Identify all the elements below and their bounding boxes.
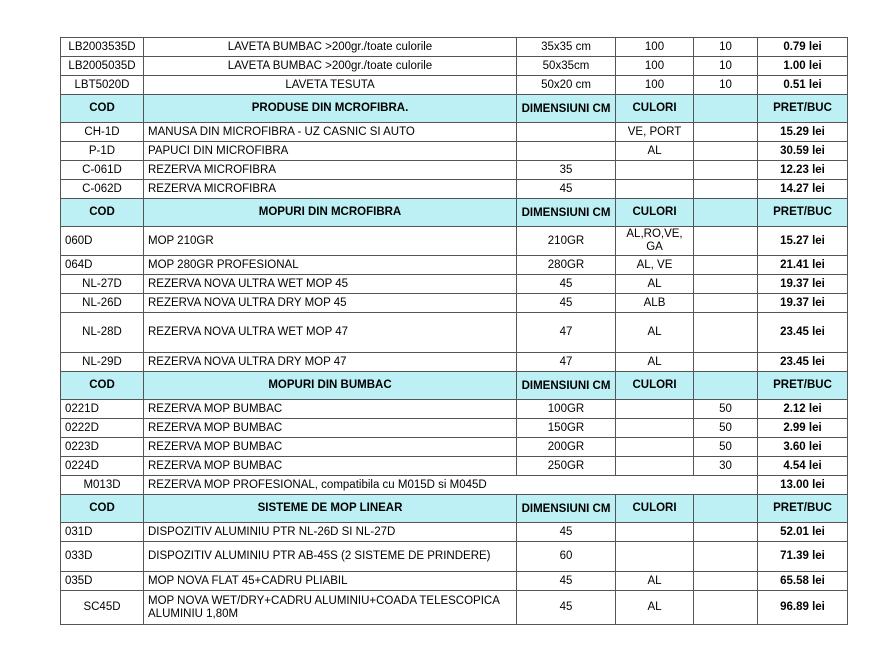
table-row [61, 572, 848, 591]
cell-pret: 12.23 lei [758, 161, 848, 180]
cell-dimensiuni [517, 123, 616, 142]
header-pret: PRET/BUC [758, 495, 848, 523]
cell-cod: M013D [61, 476, 144, 495]
cell-descriere: MOP NOVA FLAT 45+CADRU PLIABIL [144, 572, 517, 591]
table-row [61, 438, 848, 457]
header-culori: CULORI [616, 495, 694, 523]
table-row [61, 142, 848, 161]
cell-dimensiuni: 200GR [517, 438, 616, 457]
cell-pret: 19.37 lei [758, 275, 848, 294]
table-row [61, 523, 848, 542]
cell-cod: 031D [61, 523, 144, 542]
cell-bucati: 50 [694, 438, 758, 457]
cell-pret: 23.45 lei [758, 313, 848, 353]
cell-pret: 19.37 lei [758, 294, 848, 313]
cell-dimensiuni: 45 [517, 294, 616, 313]
cell-cod: LB2005035D [61, 57, 144, 76]
cell-descriere: REZERVA MOP PROFESIONAL, compatibila cu M015D si M045D [144, 476, 758, 495]
cell-bucati: 50 [694, 400, 758, 419]
cell-descriere: LAVETA TESUTA [144, 76, 517, 95]
cell-culori: 100 [616, 57, 694, 76]
cell-culori: AL [616, 353, 694, 372]
cell-culori: ALB [616, 294, 694, 313]
cell-pret: 0.51 lei [758, 76, 848, 95]
table-row [61, 353, 848, 372]
cell-descriere: DISPOZITIV ALUMINIU PTR AB-45S (2 SISTEME DE PRINDERE) [144, 542, 517, 572]
header-culori: CULORI [616, 95, 694, 123]
cell-culori: 100 [616, 76, 694, 95]
cell-cod: 035D [61, 572, 144, 591]
header-culori: CULORI [616, 199, 694, 227]
cell-cod: LB2003535D [61, 38, 144, 57]
cell-culori [616, 457, 694, 476]
cell-pret: 71.39 lei [758, 542, 848, 572]
cell-culori [616, 419, 694, 438]
cell-dimensiuni: 150GR [517, 419, 616, 438]
section-header-row [61, 372, 848, 400]
header-cod: COD [61, 495, 144, 523]
cell-dimensiuni: 45 [517, 572, 616, 591]
cell-pret: 15.27 lei [758, 227, 848, 256]
cell-culori [616, 438, 694, 457]
cell-dimensiuni [517, 142, 616, 161]
table-row [61, 123, 848, 142]
cell-dimensiuni: 45 [517, 180, 616, 199]
cell-dimensiuni: 35 [517, 161, 616, 180]
cell-dimensiuni: 45 [517, 523, 616, 542]
section-header-row [61, 95, 848, 123]
cell-bucati: 30 [694, 457, 758, 476]
cell-cod: C-061D [61, 161, 144, 180]
header-bucati [694, 372, 758, 400]
cell-descriere: REZERVA MICROFIBRA [144, 161, 517, 180]
section-title: MOPURI DIN MCROFIBRA [144, 199, 517, 227]
cell-culori [616, 161, 694, 180]
header-pret: PRET/BUC [758, 95, 848, 123]
cell-culori: AL [616, 142, 694, 161]
section-title: MOPURI DIN BUMBAC [144, 372, 517, 400]
cell-cod: 0222D [61, 419, 144, 438]
cell-pret: 13.00 lei [758, 476, 848, 495]
cell-bucati [694, 294, 758, 313]
cell-culori: AL [616, 313, 694, 353]
cell-pret: 14.27 lei [758, 180, 848, 199]
cell-cod: 064D [61, 256, 144, 275]
cell-dimensiuni: 60 [517, 542, 616, 572]
cell-dimensiuni: 35x35 cm [517, 38, 616, 57]
cell-bucati: 50 [694, 419, 758, 438]
header-pret: PRET/BUC [758, 372, 848, 400]
price-list-body [61, 38, 848, 625]
table-row [61, 294, 848, 313]
cell-bucati [694, 123, 758, 142]
cell-pret: 2.12 lei [758, 400, 848, 419]
cell-pret: 52.01 lei [758, 523, 848, 542]
cell-cod: 0224D [61, 457, 144, 476]
cell-descriere: REZERVA MOP BUMBAC [144, 438, 517, 457]
cell-descriere: MOP NOVA WET/DRY+CADRU ALUMINIU+COADA TELESCOPICA ALUMINIU 1,80M [144, 591, 517, 625]
cell-dimensiuni: 250GR [517, 457, 616, 476]
header-cod: COD [61, 372, 144, 400]
cell-culori: AL, VE [616, 256, 694, 275]
cell-cod: NL-29D [61, 353, 144, 372]
header-bucati [694, 199, 758, 227]
header-dimensiuni: DIMENSIUNI CM [517, 95, 616, 123]
cell-dimensiuni: 100GR [517, 400, 616, 419]
cell-pret: 65.58 lei [758, 572, 848, 591]
cell-pret: 15.29 lei [758, 123, 848, 142]
cell-cod: P-1D [61, 142, 144, 161]
cell-bucati: 10 [694, 57, 758, 76]
cell-bucati [694, 161, 758, 180]
cell-culori: 100 [616, 38, 694, 57]
cell-descriere: MANUSA DIN MICROFIBRA - UZ CASNIC SI AUTO [144, 123, 517, 142]
section-title: PRODUSE DIN MCROFIBRA. [144, 95, 517, 123]
table-row [61, 180, 848, 199]
cell-descriere: REZERVA MOP BUMBAC [144, 419, 517, 438]
cell-cod: 0223D [61, 438, 144, 457]
header-cod: COD [61, 95, 144, 123]
table-row [61, 256, 848, 275]
table-row [61, 76, 848, 95]
cell-culori: VE, PORT [616, 123, 694, 142]
cell-culori [616, 180, 694, 199]
cell-dimensiuni: 47 [517, 313, 616, 353]
header-dimensiuni: DIMENSIUNI CM [517, 495, 616, 523]
cell-pret: 3.60 lei [758, 438, 848, 457]
header-cod: COD [61, 199, 144, 227]
cell-bucati [694, 180, 758, 199]
header-culori: CULORI [616, 372, 694, 400]
cell-bucati: 10 [694, 38, 758, 57]
cell-dimensiuni: 45 [517, 591, 616, 625]
cell-descriere: REZERVA MOP BUMBAC [144, 457, 517, 476]
table-row [61, 275, 848, 294]
cell-bucati [694, 572, 758, 591]
cell-descriere: PAPUCI DIN MICROFIBRA [144, 142, 517, 161]
table-row [61, 57, 848, 76]
cell-culori: AL [616, 591, 694, 625]
cell-culori [616, 542, 694, 572]
table-row [61, 161, 848, 180]
cell-cod: NL-27D [61, 275, 144, 294]
cell-descriere: MOP 210GR [144, 227, 517, 256]
cell-dimensiuni: 280GR [517, 256, 616, 275]
cell-cod: 033D [61, 542, 144, 572]
cell-culori [616, 523, 694, 542]
cell-bucati: 10 [694, 76, 758, 95]
cell-cod: C-062D [61, 180, 144, 199]
table-row [61, 38, 848, 57]
cell-culori [616, 400, 694, 419]
cell-descriere: REZERVA NOVA ULTRA WET MOP 47 [144, 313, 517, 353]
cell-bucati [694, 275, 758, 294]
cell-culori: AL,RO,VE, GA [616, 227, 694, 256]
cell-bucati [694, 227, 758, 256]
cell-pret: 4.54 lei [758, 457, 848, 476]
section-title: SISTEME DE MOP LINEAR [144, 495, 517, 523]
header-bucati [694, 95, 758, 123]
header-pret: PRET/BUC [758, 199, 848, 227]
header-dimensiuni: DIMENSIUNI CM [517, 372, 616, 400]
section-header-row [61, 495, 848, 523]
cell-cod: CH-1D [61, 123, 144, 142]
cell-bucati [694, 256, 758, 275]
cell-descriere: LAVETA BUMBAC >200gr./toate culorile [144, 38, 517, 57]
cell-pret: 96.89 lei [758, 591, 848, 625]
cell-bucati [694, 591, 758, 625]
price-list-table [60, 37, 848, 625]
cell-dimensiuni: 45 [517, 275, 616, 294]
table-row [61, 419, 848, 438]
cell-cod: 0221D [61, 400, 144, 419]
cell-culori: AL [616, 572, 694, 591]
cell-cod: NL-26D [61, 294, 144, 313]
table-row [61, 400, 848, 419]
table-row [61, 591, 848, 625]
cell-pret: 2.99 lei [758, 419, 848, 438]
cell-descriere: REZERVA NOVA ULTRA DRY MOP 47 [144, 353, 517, 372]
cell-dimensiuni: 47 [517, 353, 616, 372]
cell-pret: 1.00 lei [758, 57, 848, 76]
cell-bucati [694, 313, 758, 353]
table-row [61, 476, 848, 495]
cell-bucati [694, 523, 758, 542]
cell-descriere: MOP 280GR PROFESIONAL [144, 256, 517, 275]
cell-descriere: LAVETA BUMBAC >200gr./toate culorile [144, 57, 517, 76]
header-bucati [694, 495, 758, 523]
section-header-row [61, 199, 848, 227]
cell-cod: 060D [61, 227, 144, 256]
cell-cod: LBT5020D [61, 76, 144, 95]
table-row [61, 313, 848, 353]
cell-culori: AL [616, 275, 694, 294]
cell-dimensiuni: 50x35cm [517, 57, 616, 76]
cell-pret: 21.41 lei [758, 256, 848, 275]
cell-cod: SC45D [61, 591, 144, 625]
cell-descriere: REZERVA MICROFIBRA [144, 180, 517, 199]
cell-pret: 30.59 lei [758, 142, 848, 161]
cell-bucati [694, 142, 758, 161]
cell-pret: 0.79 lei [758, 38, 848, 57]
table-row [61, 227, 848, 256]
cell-dimensiuni: 210GR [517, 227, 616, 256]
table-row [61, 542, 848, 572]
cell-descriere: REZERVA NOVA ULTRA WET MOP 45 [144, 275, 517, 294]
cell-cod: NL-28D [61, 313, 144, 353]
cell-bucati [694, 353, 758, 372]
cell-descriere: REZERVA MOP BUMBAC [144, 400, 517, 419]
header-dimensiuni: DIMENSIUNI CM [517, 199, 616, 227]
cell-pret: 23.45 lei [758, 353, 848, 372]
cell-descriere: REZERVA NOVA ULTRA DRY MOP 45 [144, 294, 517, 313]
cell-dimensiuni: 50x20 cm [517, 76, 616, 95]
cell-descriere: DISPOZITIV ALUMINIU PTR NL-26D SI NL-27D [144, 523, 517, 542]
cell-bucati [694, 542, 758, 572]
table-row [61, 457, 848, 476]
